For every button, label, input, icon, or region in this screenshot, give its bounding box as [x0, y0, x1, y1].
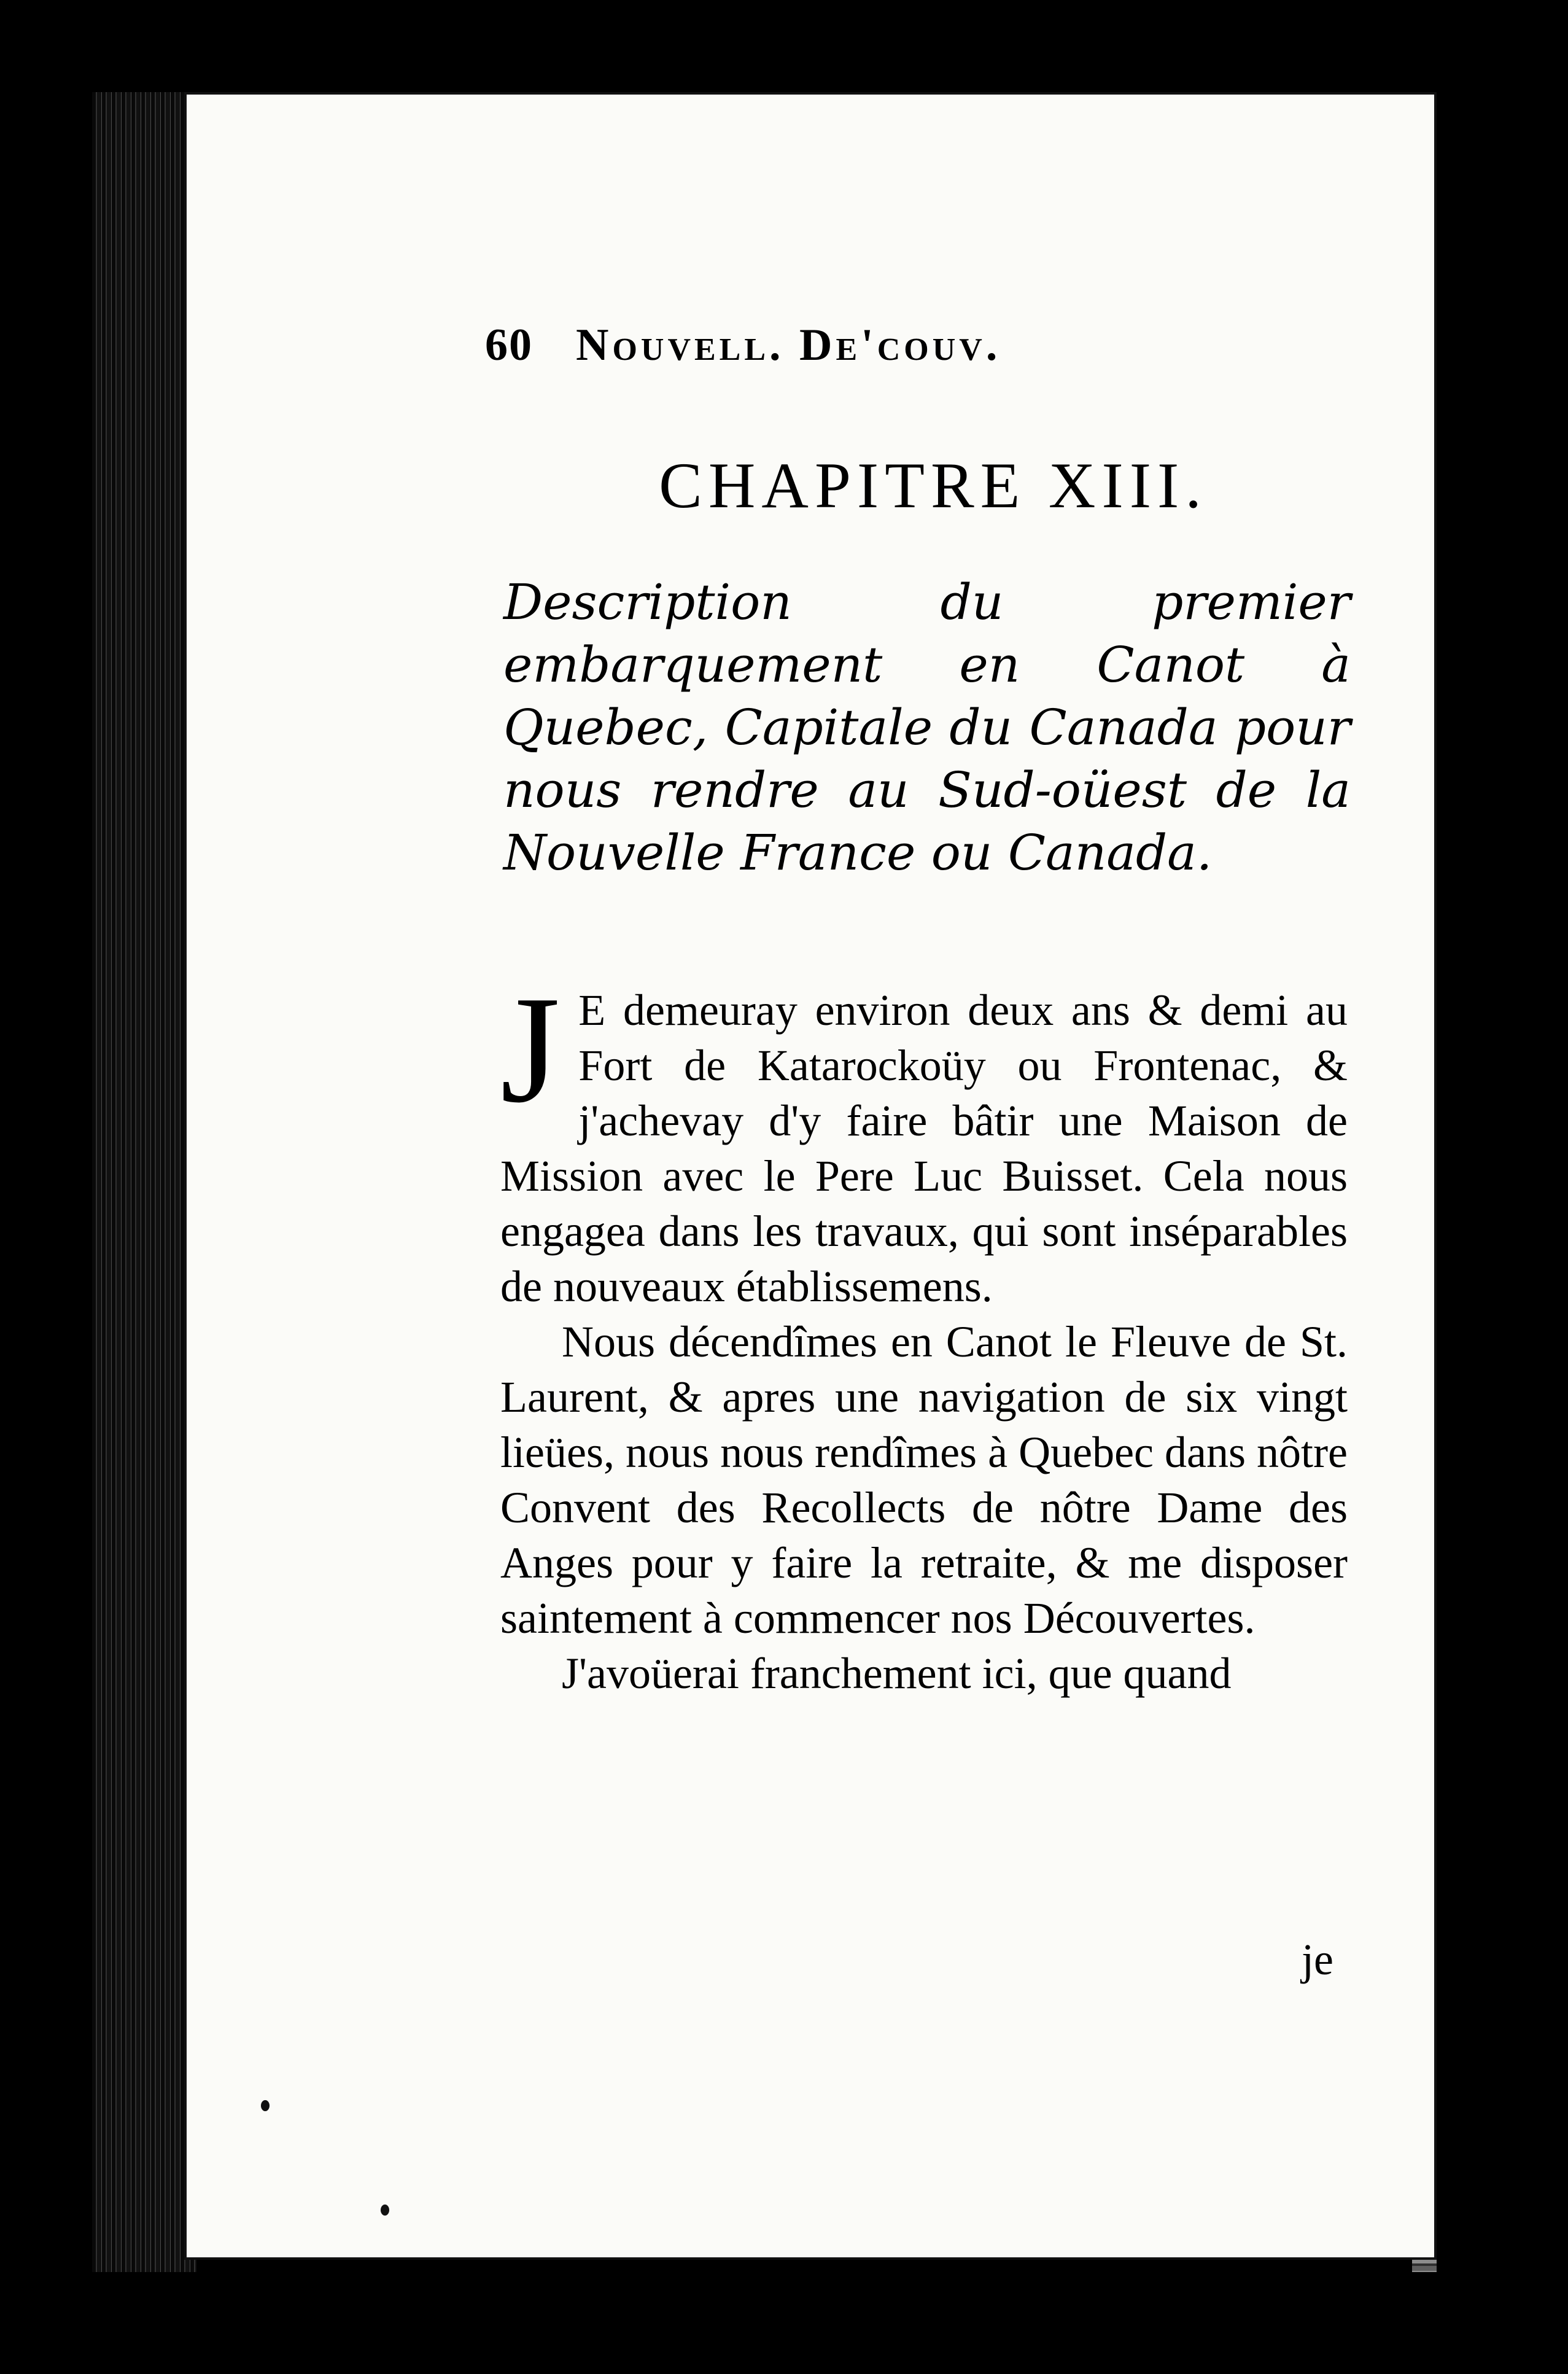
- paragraph-1-text: E demeuray environ deux ans & demi au Fort de Katarockoüy ou Frontenac, & j'achevay d'y faire bâtir une Maison de Mission avec le Pere Luc Buisset. Cela nous engagea dans les travaux, qui sont inséparables de nouveaux établissemens.: [500, 986, 1348, 1311]
- paragraph-1: [500, 965, 1348, 1314]
- page-number: 60: [485, 320, 533, 370]
- running-head-title: Nouvell. De'couv.: [576, 320, 1001, 370]
- drop-cap: J: [500, 965, 561, 1135]
- catchword: je: [1302, 1935, 1333, 1984]
- ink-smudge: [381, 2205, 389, 2216]
- paragraph-3: J'avoüerai franchement ici, que quand: [562, 1649, 1232, 1698]
- chapter-title: CHAPITRE XIII.: [659, 450, 1208, 521]
- chapter-description: Description du premier embarquement en Canot à Quebec, Capitale du Canada pour nous rendre au Sud-oüest de la Nouvelle France ou Canada.: [503, 574, 1351, 881]
- paragraph-2: Nous décendîmes en Canot le Fleuve de St. Laurent, & apres une navigation de six vingt lieües, nous nous rendîmes à Quebec dans nôtre Convent des Recollects de nôtre Dame des Anges pour y faire la retraite, & me disposer saintement à commencer nos Découvertes.: [500, 1317, 1348, 1643]
- body-text: [500, 965, 1348, 1701]
- running-head: [485, 319, 1357, 381]
- ink-smudge: [261, 2100, 270, 2111]
- book-spine-scan-edge: [92, 92, 196, 2272]
